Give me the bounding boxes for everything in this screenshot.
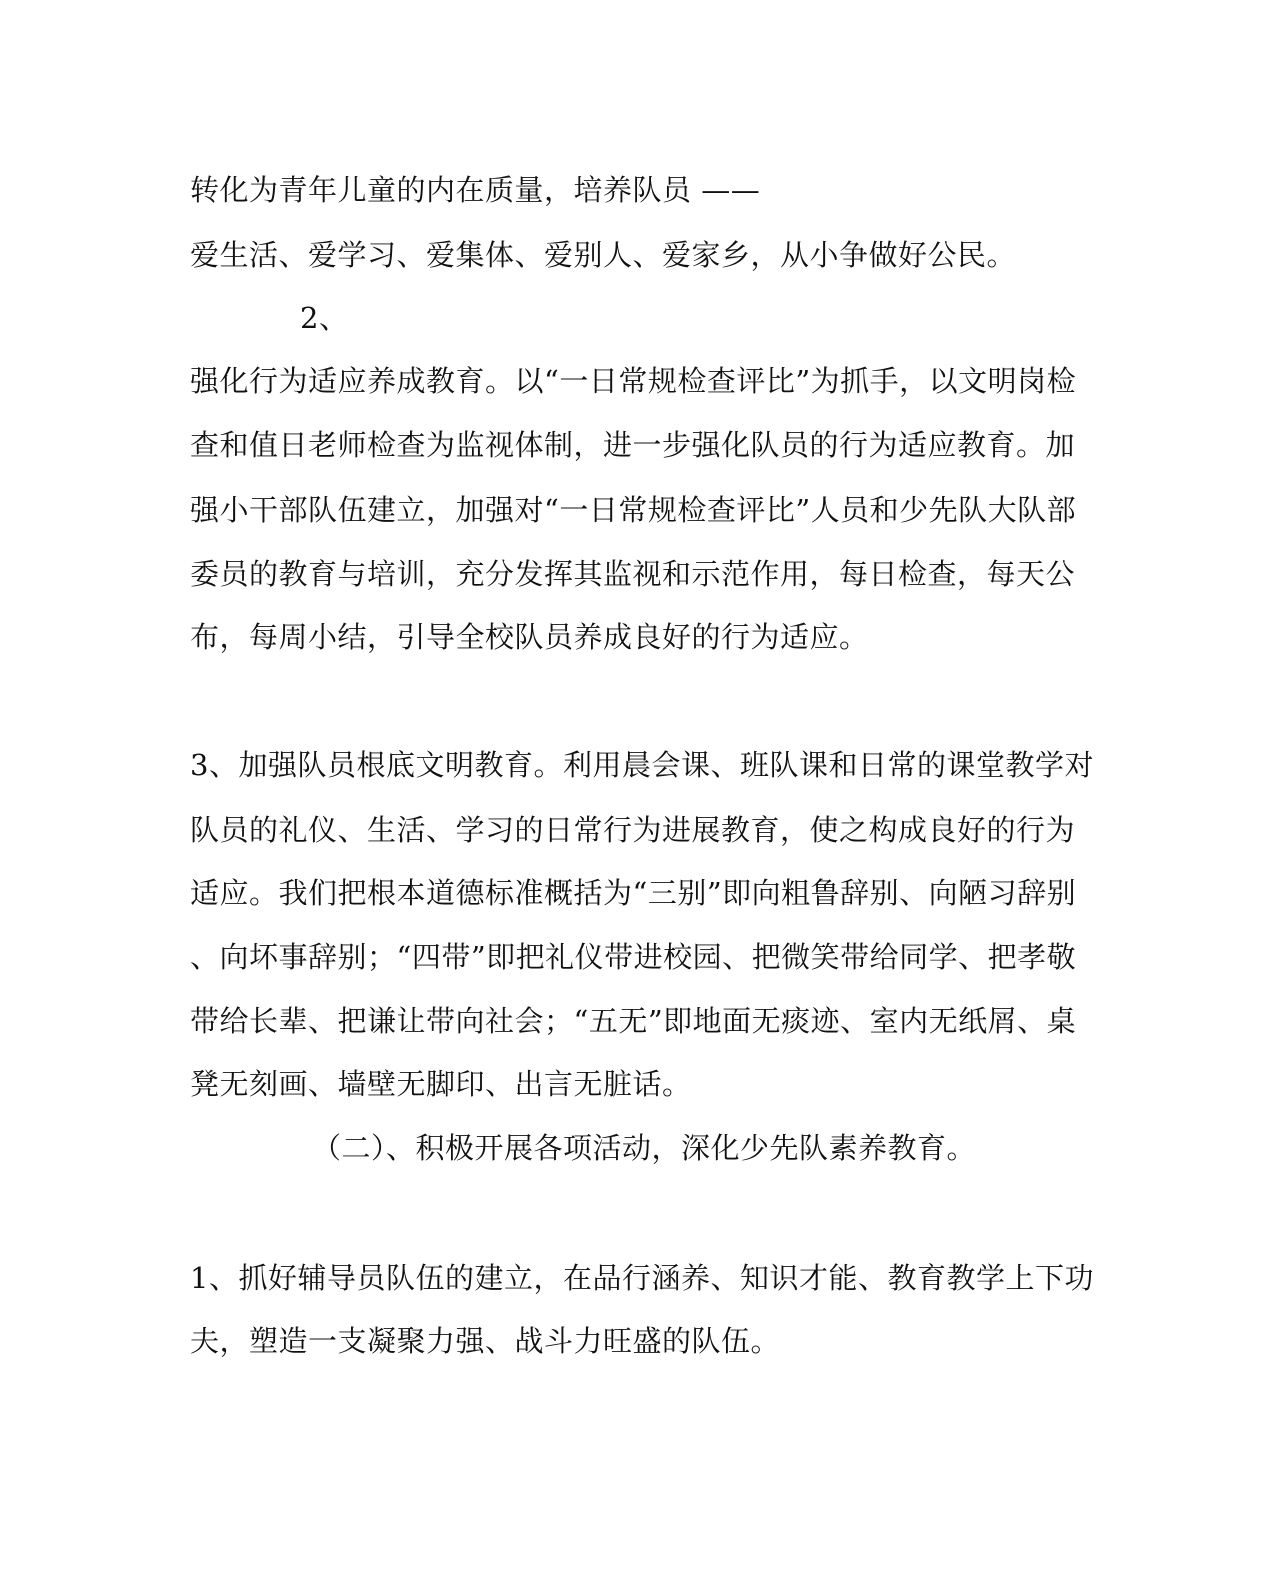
text-line: 强小干部队伍建立，加强对“一日常规检查评比”人员和少先队大队部: [190, 493, 1077, 527]
text-line: 1、抓好辅导员队伍的建立，在品行涵养、知识才能、教育教学上下功: [190, 1261, 1094, 1295]
text-line: 查和值日老师检查为监视体制，进一步强化队员的行为适应教育。加: [190, 428, 1076, 462]
text-line: 凳无刻画、墙壁无脚印、出言无脏话。: [190, 1067, 692, 1101]
text-line: 、向坏事辞别；“四带”即把礼仪带进校园、把微笑带给同学、把孝敬: [190, 940, 1077, 974]
text-line: 3、加强队员根底文明教育。利用晨会课、班队课和日常的课堂教学对: [190, 748, 1094, 782]
text-line: 队员的礼仪、生活、学习的日常行为进展教育，使之构成良好的行为: [190, 813, 1076, 847]
text-line: 夫，塑造一支凝聚力强、战斗力旺盛的队伍。: [190, 1324, 781, 1358]
text-line: 布，每周小结，引导全校队员养成良好的行为适应。: [190, 620, 869, 654]
text-line: 强化行为适应养成教育。以“一日常规检查评比”为抓手，以文明岗检: [190, 364, 1077, 398]
text-line: 转化为青年儿童的内在质量，培养队员 ——: [190, 173, 761, 207]
text-line: 带给长辈、把谦让带向社会；“五无”即地面无痰迹、室内无纸屑、桌: [190, 1004, 1077, 1038]
section-heading: （二）、积极开展各项活动，深化少先队素养教育。: [312, 1131, 977, 1165]
text-line: 适应。我们把根本道德标准概括为“三别”即向粗鲁辞别、向陋习辞别: [190, 876, 1077, 910]
list-number: 2、: [300, 301, 349, 335]
text-line: 委员的教育与培训，充分发挥其监视和示范作用，每日检查，每天公: [190, 557, 1076, 591]
text-line: 爱生活、爱学习、爱集体、爱别人、爱家乡，从小争做好公民。: [190, 238, 1017, 272]
